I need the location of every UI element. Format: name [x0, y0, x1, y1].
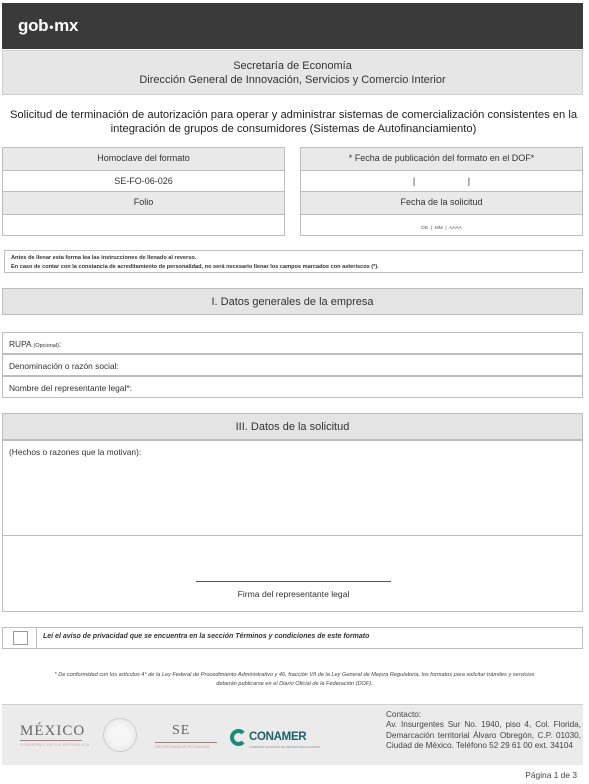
conamer-c-icon	[230, 729, 247, 746]
privacy-text: Leí el aviso de privacidad que se encuentra en la sección Términos y condiciones de este formato	[43, 633, 370, 640]
privacy-notice-row	[2, 627, 583, 649]
se-logo: SE	[172, 723, 191, 738]
homoclave-label: Homoclave del formato	[3, 148, 284, 170]
instructions-line2: En caso de contar con la constancia de acreditamiento de personalidad, no será necesario llenar los campos marcados con asteriscos (*).	[11, 263, 379, 270]
department-banner	[2, 50, 583, 95]
conamer-logo: CONAMER	[249, 731, 307, 743]
document-title-line1: Solicitud de terminación de autorización para operar y administrar sistemas de comercialización consistentes en la	[9, 109, 578, 121]
rupa-optional: (Opcional)	[33, 343, 59, 349]
legal-footnote	[12, 671, 577, 689]
directorate-name: Dirección General de Innovación, Servicios y Comercio Interior	[139, 74, 446, 86]
mexico-logo: MÉXICO	[20, 723, 86, 739]
dof-date-label: * Fecha de publicación del formato en el DOF*	[301, 148, 582, 170]
request-motive-area[interactable]	[2, 440, 583, 612]
conamer-logo-subtitle: COMISIÓN NACIONAL DE MEJORA REGULATORIA	[249, 745, 321, 749]
folio-label: Folio	[3, 192, 284, 214]
instructions-line1: Antes de llenar esta forma lea las instrucciones de llenado al reverso.	[11, 255, 197, 261]
page-number: Página 1 de 3	[525, 770, 577, 780]
signature-line	[196, 581, 391, 582]
contact-info	[386, 710, 581, 752]
instructions-note	[4, 250, 583, 273]
logo-main: gob	[18, 16, 49, 35]
signature-label: Firma del representante legal	[237, 589, 350, 599]
motive-label: (Hechos o razones que la motivan):	[9, 447, 142, 457]
rupa-label: RUPA	[9, 339, 32, 349]
site-header	[2, 3, 583, 49]
rupa-colon: :	[58, 339, 62, 349]
se-logo-subtitle: SECRETARÍA DE ECONOMÍA	[155, 744, 210, 749]
mexico-logo-subtitle: GOBIERNO DE LA REPÚBLICA	[20, 742, 90, 747]
national-seal-icon	[103, 718, 137, 752]
footer	[2, 704, 583, 765]
logo-dot: •	[49, 20, 54, 34]
section-general-data-heading: I. Datos generales de la empresa	[2, 288, 583, 315]
legal-representative-field[interactable]	[2, 376, 583, 398]
legal-representative-label: Nombre del representante legal*:	[9, 383, 132, 393]
privacy-checkbox[interactable]	[13, 631, 28, 645]
contact-label: Contacto:	[386, 710, 422, 719]
business-name-field[interactable]	[2, 354, 583, 376]
dof-date-value: | |	[412, 176, 471, 186]
legal-footnote-line2: deberán publicarse en el Diario Oficial de la Federación (DOF).	[216, 681, 373, 687]
folio-field[interactable]	[3, 215, 284, 235]
request-date-field[interactable]	[301, 215, 582, 235]
document-title-line2: integración de grupos de consumidores (Sistemas de Autofinanciamiento)	[110, 123, 477, 135]
legal-footnote-line1: * De conformidad con los artículos 4° de la Ley Federal de Procedimiento Administrativo y 46, fracción VII de la Ley General de Mejora Regulatoria, los formatos para solicitar trámites y servicios	[54, 672, 535, 678]
request-date-label: Fecha de la solicitud	[301, 192, 582, 214]
business-name-label: Denominación o razón social:	[9, 361, 119, 371]
department-name: Secretaría de Economía	[233, 60, 352, 72]
format-info-left	[2, 147, 285, 236]
contact-address: Av. Insurgentes Sur No. 1940, piso 4, Col. Florida, Demarcación territorial Álvaro Obregón, C.P. 01030, Ciudad de México. Teléfono 52 29 61 00 ext. 34104	[386, 720, 581, 751]
gobmx-logo[interactable]	[18, 16, 78, 36]
request-date-hint: DD | MM | AAAA	[421, 226, 462, 231]
section-request-data-heading: III. Datos de la solicitud	[2, 413, 583, 440]
rupa-field[interactable]	[2, 332, 583, 354]
homoclave-value: SE-FO-06-026	[114, 176, 173, 186]
logo-suffix: mx	[54, 16, 79, 35]
format-info-right	[300, 147, 583, 236]
document-title	[4, 108, 583, 136]
